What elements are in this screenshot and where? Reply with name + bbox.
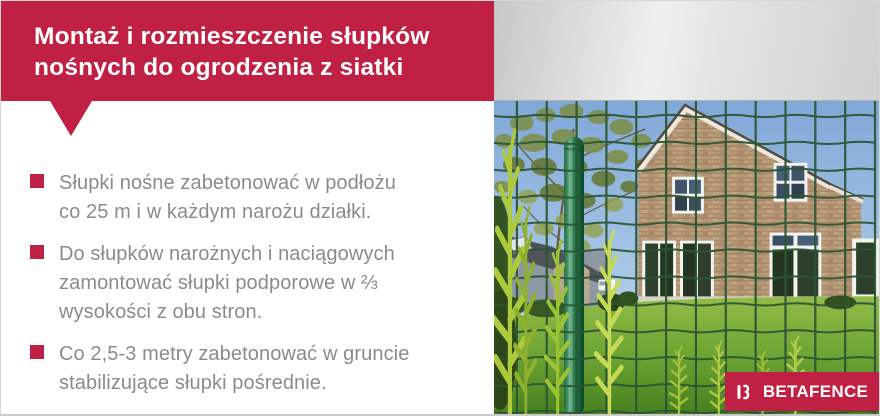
square-bullet-icon bbox=[30, 245, 44, 259]
page-title bbox=[34, 21, 464, 83]
square-bullet-icon bbox=[30, 174, 44, 188]
title-banner bbox=[1, 1, 494, 101]
list-item bbox=[30, 340, 474, 398]
list-item-line: wysokości z obu stron. bbox=[59, 301, 263, 323]
betafence-logo-icon bbox=[736, 382, 755, 402]
fence-photo bbox=[494, 101, 879, 414]
list-item-text bbox=[59, 340, 409, 398]
list-item-line: stabilizujące słupki pośrednie. bbox=[59, 372, 327, 394]
list-item-text bbox=[59, 240, 395, 327]
photo-top-gradient bbox=[494, 1, 879, 101]
list-item-line: Co 2,5-3 metry zabetonować w gruncie bbox=[59, 343, 410, 365]
square-bullet-icon bbox=[30, 345, 44, 359]
title-line-1: Montaż i rozmieszczenie słupków bbox=[34, 23, 430, 50]
list-item-text bbox=[59, 169, 396, 227]
instruction-list bbox=[1, 169, 494, 398]
list-item-line: Do słupków narożnych i naciągowych bbox=[59, 243, 395, 265]
list-item-line: zamontować słupki podporowe w ⅔ bbox=[59, 272, 378, 294]
betafence-logo-text: BETAFENCE bbox=[762, 381, 869, 401]
list-item bbox=[30, 240, 474, 327]
content-panel bbox=[1, 1, 494, 414]
list-item-line: co 25 m i w każdym narożu działki. bbox=[59, 201, 372, 223]
list-item bbox=[30, 169, 474, 227]
title-line-2: nośnych do ogrodzenia z siatki bbox=[34, 54, 404, 81]
photo-panel bbox=[494, 1, 879, 414]
list-item-line: Słupki nośne zabetonować w podłożu bbox=[59, 172, 396, 194]
fence-photo-illustration bbox=[494, 101, 879, 414]
banner-pointer-icon bbox=[50, 101, 92, 136]
betafence-logo bbox=[725, 372, 879, 411]
